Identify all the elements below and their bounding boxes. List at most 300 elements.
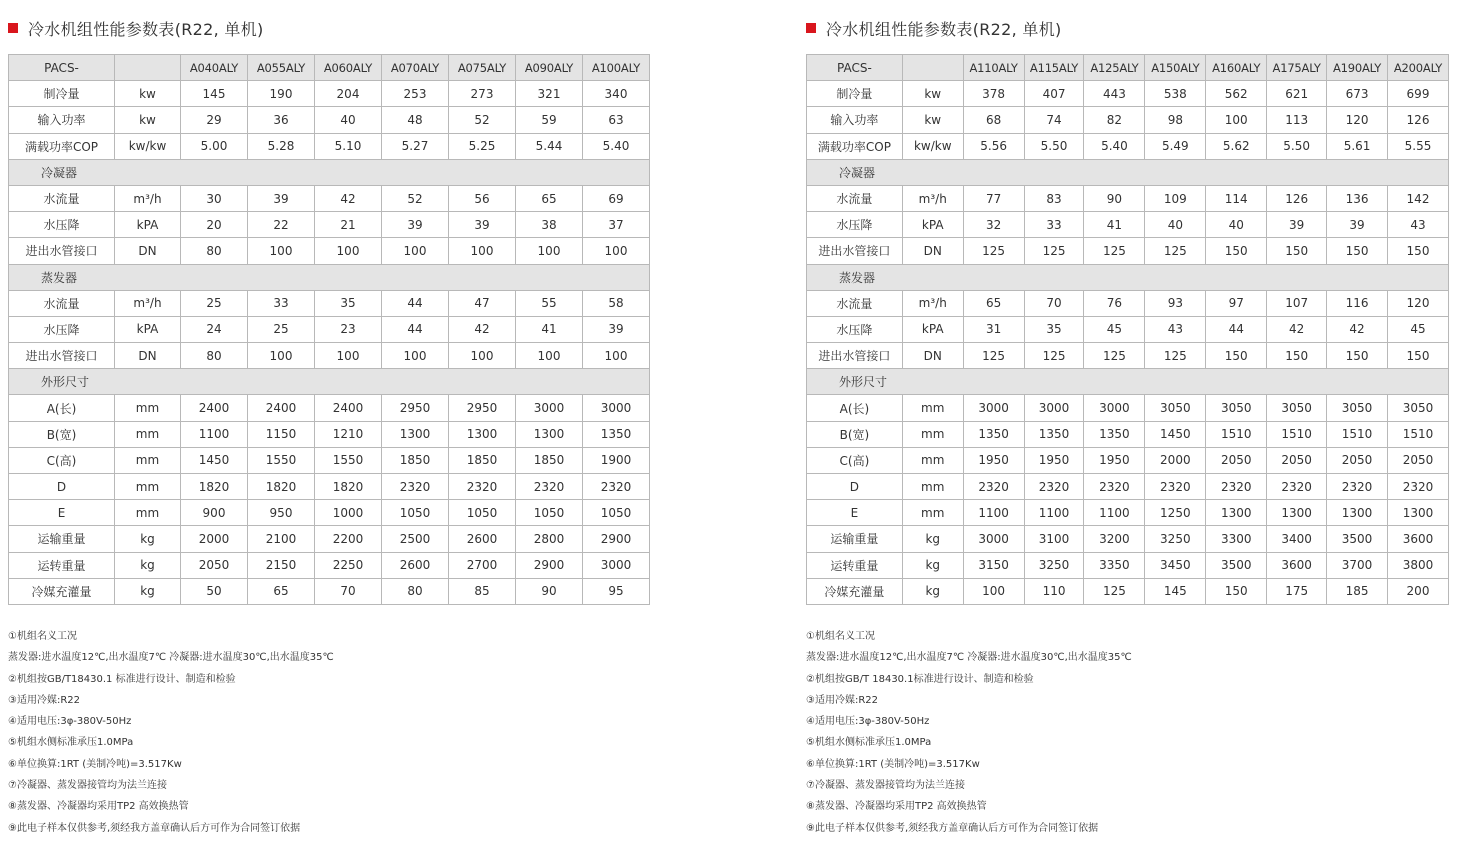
row-label: 水流量 xyxy=(9,290,115,316)
table-row xyxy=(9,107,650,133)
header-cell: A200ALY xyxy=(1388,55,1449,81)
value-cell: 93 xyxy=(1145,290,1206,316)
header-cell xyxy=(902,55,963,81)
header-cell: A150ALY xyxy=(1145,55,1206,81)
row-label: 冷媒充灌量 xyxy=(807,578,903,604)
value-cell: 1100 xyxy=(963,500,1024,526)
value-cell: 2320 xyxy=(382,474,449,500)
value-cell: 5.50 xyxy=(1024,133,1084,159)
value-cell: 200 xyxy=(1388,578,1449,604)
value-cell: 5.27 xyxy=(382,133,449,159)
unit-cell: DN xyxy=(902,343,963,369)
note-line: ⑤机组水侧标准承压1.0MPa xyxy=(806,737,932,749)
value-cell: 39 xyxy=(1267,212,1327,238)
red-square-icon xyxy=(8,23,18,33)
value-cell: 2320 xyxy=(1388,474,1449,500)
panel-title: 冷水机组性能参数表(R22, 单机) xyxy=(826,19,1062,39)
value-cell: 5.50 xyxy=(1267,133,1327,159)
value-cell: 100 xyxy=(449,238,516,264)
value-cell: 1050 xyxy=(583,500,650,526)
value-cell: 33 xyxy=(248,290,315,316)
table-row xyxy=(9,316,650,342)
value-cell: 90 xyxy=(1084,185,1145,211)
value-cell: 100 xyxy=(583,238,650,264)
unit-cell: kg xyxy=(115,578,181,604)
table-row xyxy=(807,212,1449,238)
value-cell: 407 xyxy=(1024,81,1084,107)
value-cell: 126 xyxy=(1388,107,1449,133)
table-row xyxy=(9,395,650,421)
header-cell: A190ALY xyxy=(1327,55,1388,81)
value-cell: 2320 xyxy=(1024,474,1084,500)
value-cell: 3100 xyxy=(1024,526,1084,552)
value-cell: 2200 xyxy=(315,526,382,552)
value-cell: 113 xyxy=(1267,107,1327,133)
row-label: 制冷量 xyxy=(9,81,115,107)
value-cell: 190 xyxy=(248,81,315,107)
value-cell: 2950 xyxy=(449,395,516,421)
value-cell: 1510 xyxy=(1327,421,1388,447)
value-cell: 2050 xyxy=(1388,447,1449,473)
value-cell: 125 xyxy=(1145,238,1206,264)
value-cell: 340 xyxy=(583,81,650,107)
value-cell: 2000 xyxy=(181,526,248,552)
note-line: ⑧蒸发器、冷凝器均采用TP2 高效换热管 xyxy=(806,801,987,813)
table-row xyxy=(807,343,1449,369)
value-cell: 38 xyxy=(516,212,583,238)
header-cell: A040ALY xyxy=(181,55,248,81)
row-label: 运输重量 xyxy=(807,526,903,552)
value-cell: 1050 xyxy=(449,500,516,526)
value-cell: 3250 xyxy=(1145,526,1206,552)
value-cell: 35 xyxy=(315,290,382,316)
note-line: ③适用冷媒:R22 xyxy=(806,694,879,706)
value-cell: 109 xyxy=(1145,185,1206,211)
table-row xyxy=(807,81,1449,107)
table-row xyxy=(9,212,650,238)
value-cell: 33 xyxy=(1024,212,1084,238)
value-cell: 185 xyxy=(1327,578,1388,604)
row-label: 进出水管接口 xyxy=(9,343,115,369)
value-cell: 44 xyxy=(382,316,449,342)
value-cell: 110 xyxy=(1024,578,1084,604)
note-line: ⑥单位换算:1RT (美制冷吨)=3.517Kw xyxy=(806,758,980,770)
table-row xyxy=(807,421,1449,447)
value-cell: 76 xyxy=(1084,290,1145,316)
value-cell: 41 xyxy=(1084,212,1145,238)
notes-list xyxy=(806,626,1132,839)
value-cell: 3350 xyxy=(1084,552,1145,578)
value-cell: 90 xyxy=(516,578,583,604)
unit-cell: mm xyxy=(115,395,181,421)
value-cell: 43 xyxy=(1388,212,1449,238)
row-label: 水压降 xyxy=(807,212,903,238)
value-cell: 150 xyxy=(1206,343,1267,369)
unit-cell: m³/h xyxy=(115,185,181,211)
value-cell: 2320 xyxy=(1145,474,1206,500)
value-cell: 55 xyxy=(516,290,583,316)
value-cell: 204 xyxy=(315,81,382,107)
table-row xyxy=(807,526,1449,552)
value-cell: 538 xyxy=(1145,81,1206,107)
table-row xyxy=(807,238,1449,264)
table-row xyxy=(807,474,1449,500)
value-cell: 40 xyxy=(315,107,382,133)
value-cell: 253 xyxy=(382,81,449,107)
value-cell: 1450 xyxy=(1145,421,1206,447)
value-cell: 1000 xyxy=(315,500,382,526)
table-row xyxy=(807,185,1449,211)
table-row xyxy=(9,290,650,316)
unit-cell: kw xyxy=(902,81,963,107)
value-cell: 3000 xyxy=(1084,395,1145,421)
unit-cell: mm xyxy=(902,500,963,526)
value-cell: 5.00 xyxy=(181,133,248,159)
value-cell: 142 xyxy=(1388,185,1449,211)
value-cell: 23 xyxy=(315,316,382,342)
row-label: 满载功率COP xyxy=(9,133,115,159)
value-cell: 20 xyxy=(181,212,248,238)
value-cell: 41 xyxy=(516,316,583,342)
unit-cell: kw xyxy=(902,107,963,133)
value-cell: 95 xyxy=(583,578,650,604)
value-cell: 5.40 xyxy=(583,133,650,159)
value-cell: 1950 xyxy=(1084,447,1145,473)
value-cell: 1350 xyxy=(583,421,650,447)
note-line: ⑦冷凝器、蒸发器接管均为法兰连接 xyxy=(806,780,965,792)
value-cell: 1510 xyxy=(1267,421,1327,447)
table-row xyxy=(807,290,1449,316)
value-cell: 85 xyxy=(449,578,516,604)
value-cell: 1300 xyxy=(1388,500,1449,526)
value-cell: 1820 xyxy=(315,474,382,500)
value-cell: 150 xyxy=(1267,343,1327,369)
value-cell: 2600 xyxy=(449,526,516,552)
value-cell: 5.40 xyxy=(1084,133,1145,159)
row-label: 水压降 xyxy=(9,212,115,238)
value-cell: 3150 xyxy=(963,552,1024,578)
value-cell: 2400 xyxy=(181,395,248,421)
value-cell: 150 xyxy=(1327,343,1388,369)
value-cell: 1820 xyxy=(181,474,248,500)
table-row xyxy=(807,107,1449,133)
section-label: 蒸发器 xyxy=(9,264,650,290)
value-cell: 1900 xyxy=(583,447,650,473)
unit-cell: kg xyxy=(902,526,963,552)
value-cell: 2050 xyxy=(1327,447,1388,473)
header-cell xyxy=(115,55,181,81)
value-cell: 1210 xyxy=(315,421,382,447)
row-label: A(长) xyxy=(807,395,903,421)
value-cell: 1300 xyxy=(1327,500,1388,526)
value-cell: 47 xyxy=(449,290,516,316)
value-cell: 150 xyxy=(1388,343,1449,369)
value-cell: 25 xyxy=(248,316,315,342)
value-cell: 950 xyxy=(248,500,315,526)
value-cell: 3000 xyxy=(1024,395,1084,421)
value-cell: 1350 xyxy=(1024,421,1084,447)
value-cell: 1350 xyxy=(1084,421,1145,447)
table-row xyxy=(807,316,1449,342)
value-cell: 1510 xyxy=(1388,421,1449,447)
value-cell: 125 xyxy=(1084,578,1145,604)
value-cell: 2320 xyxy=(449,474,516,500)
note-line: ⑧蒸发器、冷凝器均采用TP2 高效换热管 xyxy=(8,801,189,813)
value-cell: 1250 xyxy=(1145,500,1206,526)
value-cell: 107 xyxy=(1267,290,1327,316)
value-cell: 100 xyxy=(583,343,650,369)
unit-cell: mm xyxy=(115,421,181,447)
value-cell: 3400 xyxy=(1267,526,1327,552)
header-row xyxy=(807,55,1449,81)
note-line: 蒸发器:进水温度12℃,出水温度7℃ 冷凝器:进水温度30℃,出水温度35℃ xyxy=(806,652,1132,664)
unit-cell: kg xyxy=(902,578,963,604)
header-cell: A175ALY xyxy=(1267,55,1327,81)
table-row xyxy=(9,421,650,447)
table-row xyxy=(9,500,650,526)
value-cell: 39 xyxy=(583,316,650,342)
value-cell: 2500 xyxy=(382,526,449,552)
table-row xyxy=(9,552,650,578)
header-cell: A100ALY xyxy=(583,55,650,81)
unit-cell: kPA xyxy=(902,212,963,238)
unit-cell: mm xyxy=(902,474,963,500)
value-cell: 2050 xyxy=(181,552,248,578)
value-cell: 900 xyxy=(181,500,248,526)
header-cell: A075ALY xyxy=(449,55,516,81)
value-cell: 3600 xyxy=(1388,526,1449,552)
table-row xyxy=(9,185,650,211)
row-label: C(高) xyxy=(807,447,903,473)
table-row xyxy=(9,238,650,264)
value-cell: 5.10 xyxy=(315,133,382,159)
row-label: 运输重量 xyxy=(9,526,115,552)
value-cell: 65 xyxy=(963,290,1024,316)
note-line: 蒸发器:进水温度12℃,出水温度7℃ 冷凝器:进水温度30℃,出水温度35℃ xyxy=(8,652,334,664)
value-cell: 70 xyxy=(315,578,382,604)
value-cell: 1950 xyxy=(963,447,1024,473)
value-cell: 52 xyxy=(382,185,449,211)
value-cell: 3500 xyxy=(1206,552,1267,578)
value-cell: 125 xyxy=(963,238,1024,264)
value-cell: 2320 xyxy=(1327,474,1388,500)
value-cell: 5.55 xyxy=(1388,133,1449,159)
table-row xyxy=(807,133,1449,159)
value-cell: 80 xyxy=(382,578,449,604)
table-row xyxy=(807,395,1449,421)
value-cell: 2600 xyxy=(382,552,449,578)
value-cell: 1850 xyxy=(449,447,516,473)
unit-cell: mm xyxy=(115,447,181,473)
value-cell: 100 xyxy=(449,343,516,369)
value-cell: 25 xyxy=(181,290,248,316)
section-label: 冷凝器 xyxy=(807,159,1449,185)
value-cell: 100 xyxy=(382,238,449,264)
value-cell: 5.44 xyxy=(516,133,583,159)
table-row xyxy=(9,343,650,369)
row-label: B(宽) xyxy=(9,421,115,447)
value-cell: 125 xyxy=(1084,343,1145,369)
value-cell: 31 xyxy=(963,316,1024,342)
value-cell: 2900 xyxy=(583,526,650,552)
value-cell: 100 xyxy=(248,343,315,369)
value-cell: 125 xyxy=(1024,238,1084,264)
value-cell: 1300 xyxy=(1206,500,1267,526)
value-cell: 1820 xyxy=(248,474,315,500)
value-cell: 2000 xyxy=(1145,447,1206,473)
table-row xyxy=(807,447,1449,473)
value-cell: 1950 xyxy=(1024,447,1084,473)
section-label: 蒸发器 xyxy=(807,264,1449,290)
value-cell: 100 xyxy=(248,238,315,264)
note-line: ⑦冷凝器、蒸发器接管均为法兰连接 xyxy=(8,780,167,792)
value-cell: 3050 xyxy=(1206,395,1267,421)
value-cell: 3050 xyxy=(1388,395,1449,421)
unit-cell: m³/h xyxy=(115,290,181,316)
value-cell: 43 xyxy=(1145,316,1206,342)
value-cell: 1550 xyxy=(248,447,315,473)
note-line: ⑨此电子样本仅供参考,须经我方盖章确认后方可作为合同签订依据 xyxy=(8,822,301,834)
unit-cell: mm xyxy=(115,500,181,526)
section-label: 外形尺寸 xyxy=(807,369,1449,395)
value-cell: 45 xyxy=(1084,316,1145,342)
value-cell: 2320 xyxy=(583,474,650,500)
value-cell: 150 xyxy=(1267,238,1327,264)
value-cell: 45 xyxy=(1388,316,1449,342)
row-label: C(高) xyxy=(9,447,115,473)
value-cell: 3500 xyxy=(1327,526,1388,552)
value-cell: 24 xyxy=(181,316,248,342)
value-cell: 70 xyxy=(1024,290,1084,316)
row-label: D xyxy=(9,474,115,500)
value-cell: 1510 xyxy=(1206,421,1267,447)
row-label: E xyxy=(9,500,115,526)
value-cell: 120 xyxy=(1327,107,1388,133)
table-row xyxy=(807,578,1449,604)
value-cell: 100 xyxy=(1206,107,1267,133)
value-cell: 273 xyxy=(449,81,516,107)
value-cell: 39 xyxy=(382,212,449,238)
value-cell: 65 xyxy=(516,185,583,211)
header-cell: A115ALY xyxy=(1024,55,1084,81)
value-cell: 150 xyxy=(1388,238,1449,264)
value-cell: 120 xyxy=(1388,290,1449,316)
value-cell: 699 xyxy=(1388,81,1449,107)
table-row xyxy=(9,526,650,552)
unit-cell: DN xyxy=(902,238,963,264)
value-cell: 125 xyxy=(1024,343,1084,369)
value-cell: 150 xyxy=(1206,578,1267,604)
unit-cell: DN xyxy=(115,343,181,369)
value-cell: 3050 xyxy=(1327,395,1388,421)
value-cell: 125 xyxy=(1145,343,1206,369)
value-cell: 80 xyxy=(181,343,248,369)
unit-cell: mm xyxy=(902,447,963,473)
value-cell: 52 xyxy=(449,107,516,133)
value-cell: 36 xyxy=(248,107,315,133)
value-cell: 1300 xyxy=(382,421,449,447)
section-label: 冷凝器 xyxy=(9,159,650,185)
value-cell: 5.49 xyxy=(1145,133,1206,159)
value-cell: 114 xyxy=(1206,185,1267,211)
row-label: 进出水管接口 xyxy=(807,238,903,264)
value-cell: 145 xyxy=(181,81,248,107)
value-cell: 1050 xyxy=(516,500,583,526)
unit-cell: mm xyxy=(902,395,963,421)
value-cell: 59 xyxy=(516,107,583,133)
value-cell: 98 xyxy=(1145,107,1206,133)
value-cell: 37 xyxy=(583,212,650,238)
spec-table xyxy=(8,54,650,605)
unit-cell: kPA xyxy=(115,316,181,342)
section-row xyxy=(9,369,650,395)
value-cell: 3050 xyxy=(1267,395,1327,421)
value-cell: 1450 xyxy=(181,447,248,473)
unit-cell: m³/h xyxy=(902,290,963,316)
value-cell: 58 xyxy=(583,290,650,316)
row-label: D xyxy=(807,474,903,500)
value-cell: 44 xyxy=(382,290,449,316)
header-cell: A070ALY xyxy=(382,55,449,81)
row-label: 制冷量 xyxy=(807,81,903,107)
note-line: ①机组名义工况 xyxy=(806,631,875,642)
value-cell: 35 xyxy=(1024,316,1084,342)
value-cell: 2320 xyxy=(1206,474,1267,500)
value-cell: 83 xyxy=(1024,185,1084,211)
value-cell: 63 xyxy=(583,107,650,133)
value-cell: 150 xyxy=(1206,238,1267,264)
unit-cell: DN xyxy=(115,238,181,264)
value-cell: 3050 xyxy=(1145,395,1206,421)
value-cell: 3450 xyxy=(1145,552,1206,578)
value-cell: 74 xyxy=(1024,107,1084,133)
note-line: ④适用电压:3φ-380V-50Hz xyxy=(806,716,930,728)
value-cell: 2050 xyxy=(1206,447,1267,473)
value-cell: 2800 xyxy=(516,526,583,552)
value-cell: 2320 xyxy=(1084,474,1145,500)
value-cell: 1850 xyxy=(382,447,449,473)
header-cell: A160ALY xyxy=(1206,55,1267,81)
value-cell: 39 xyxy=(1327,212,1388,238)
section-row xyxy=(807,369,1449,395)
unit-cell: kPA xyxy=(902,316,963,342)
panel-title-row xyxy=(8,17,264,39)
row-label: 运转重量 xyxy=(807,552,903,578)
row-label: 水流量 xyxy=(807,290,903,316)
value-cell: 29 xyxy=(181,107,248,133)
value-cell: 32 xyxy=(963,212,1024,238)
note-line: ⑤机组水侧标准承压1.0MPa xyxy=(8,737,134,749)
unit-cell: kg xyxy=(115,526,181,552)
value-cell: 42 xyxy=(449,316,516,342)
value-cell: 150 xyxy=(1327,238,1388,264)
value-cell: 100 xyxy=(516,238,583,264)
header-row xyxy=(9,55,650,81)
value-cell: 100 xyxy=(382,343,449,369)
value-cell: 443 xyxy=(1084,81,1145,107)
unit-cell: mm xyxy=(115,474,181,500)
value-cell: 1350 xyxy=(963,421,1024,447)
unit-cell: kPA xyxy=(115,212,181,238)
value-cell: 3000 xyxy=(963,395,1024,421)
unit-cell: kw xyxy=(115,107,181,133)
value-cell: 3300 xyxy=(1206,526,1267,552)
unit-cell: m³/h xyxy=(902,185,963,211)
header-cell: A090ALY xyxy=(516,55,583,81)
value-cell: 40 xyxy=(1145,212,1206,238)
unit-cell: kw/kw xyxy=(115,133,181,159)
value-cell: 48 xyxy=(382,107,449,133)
